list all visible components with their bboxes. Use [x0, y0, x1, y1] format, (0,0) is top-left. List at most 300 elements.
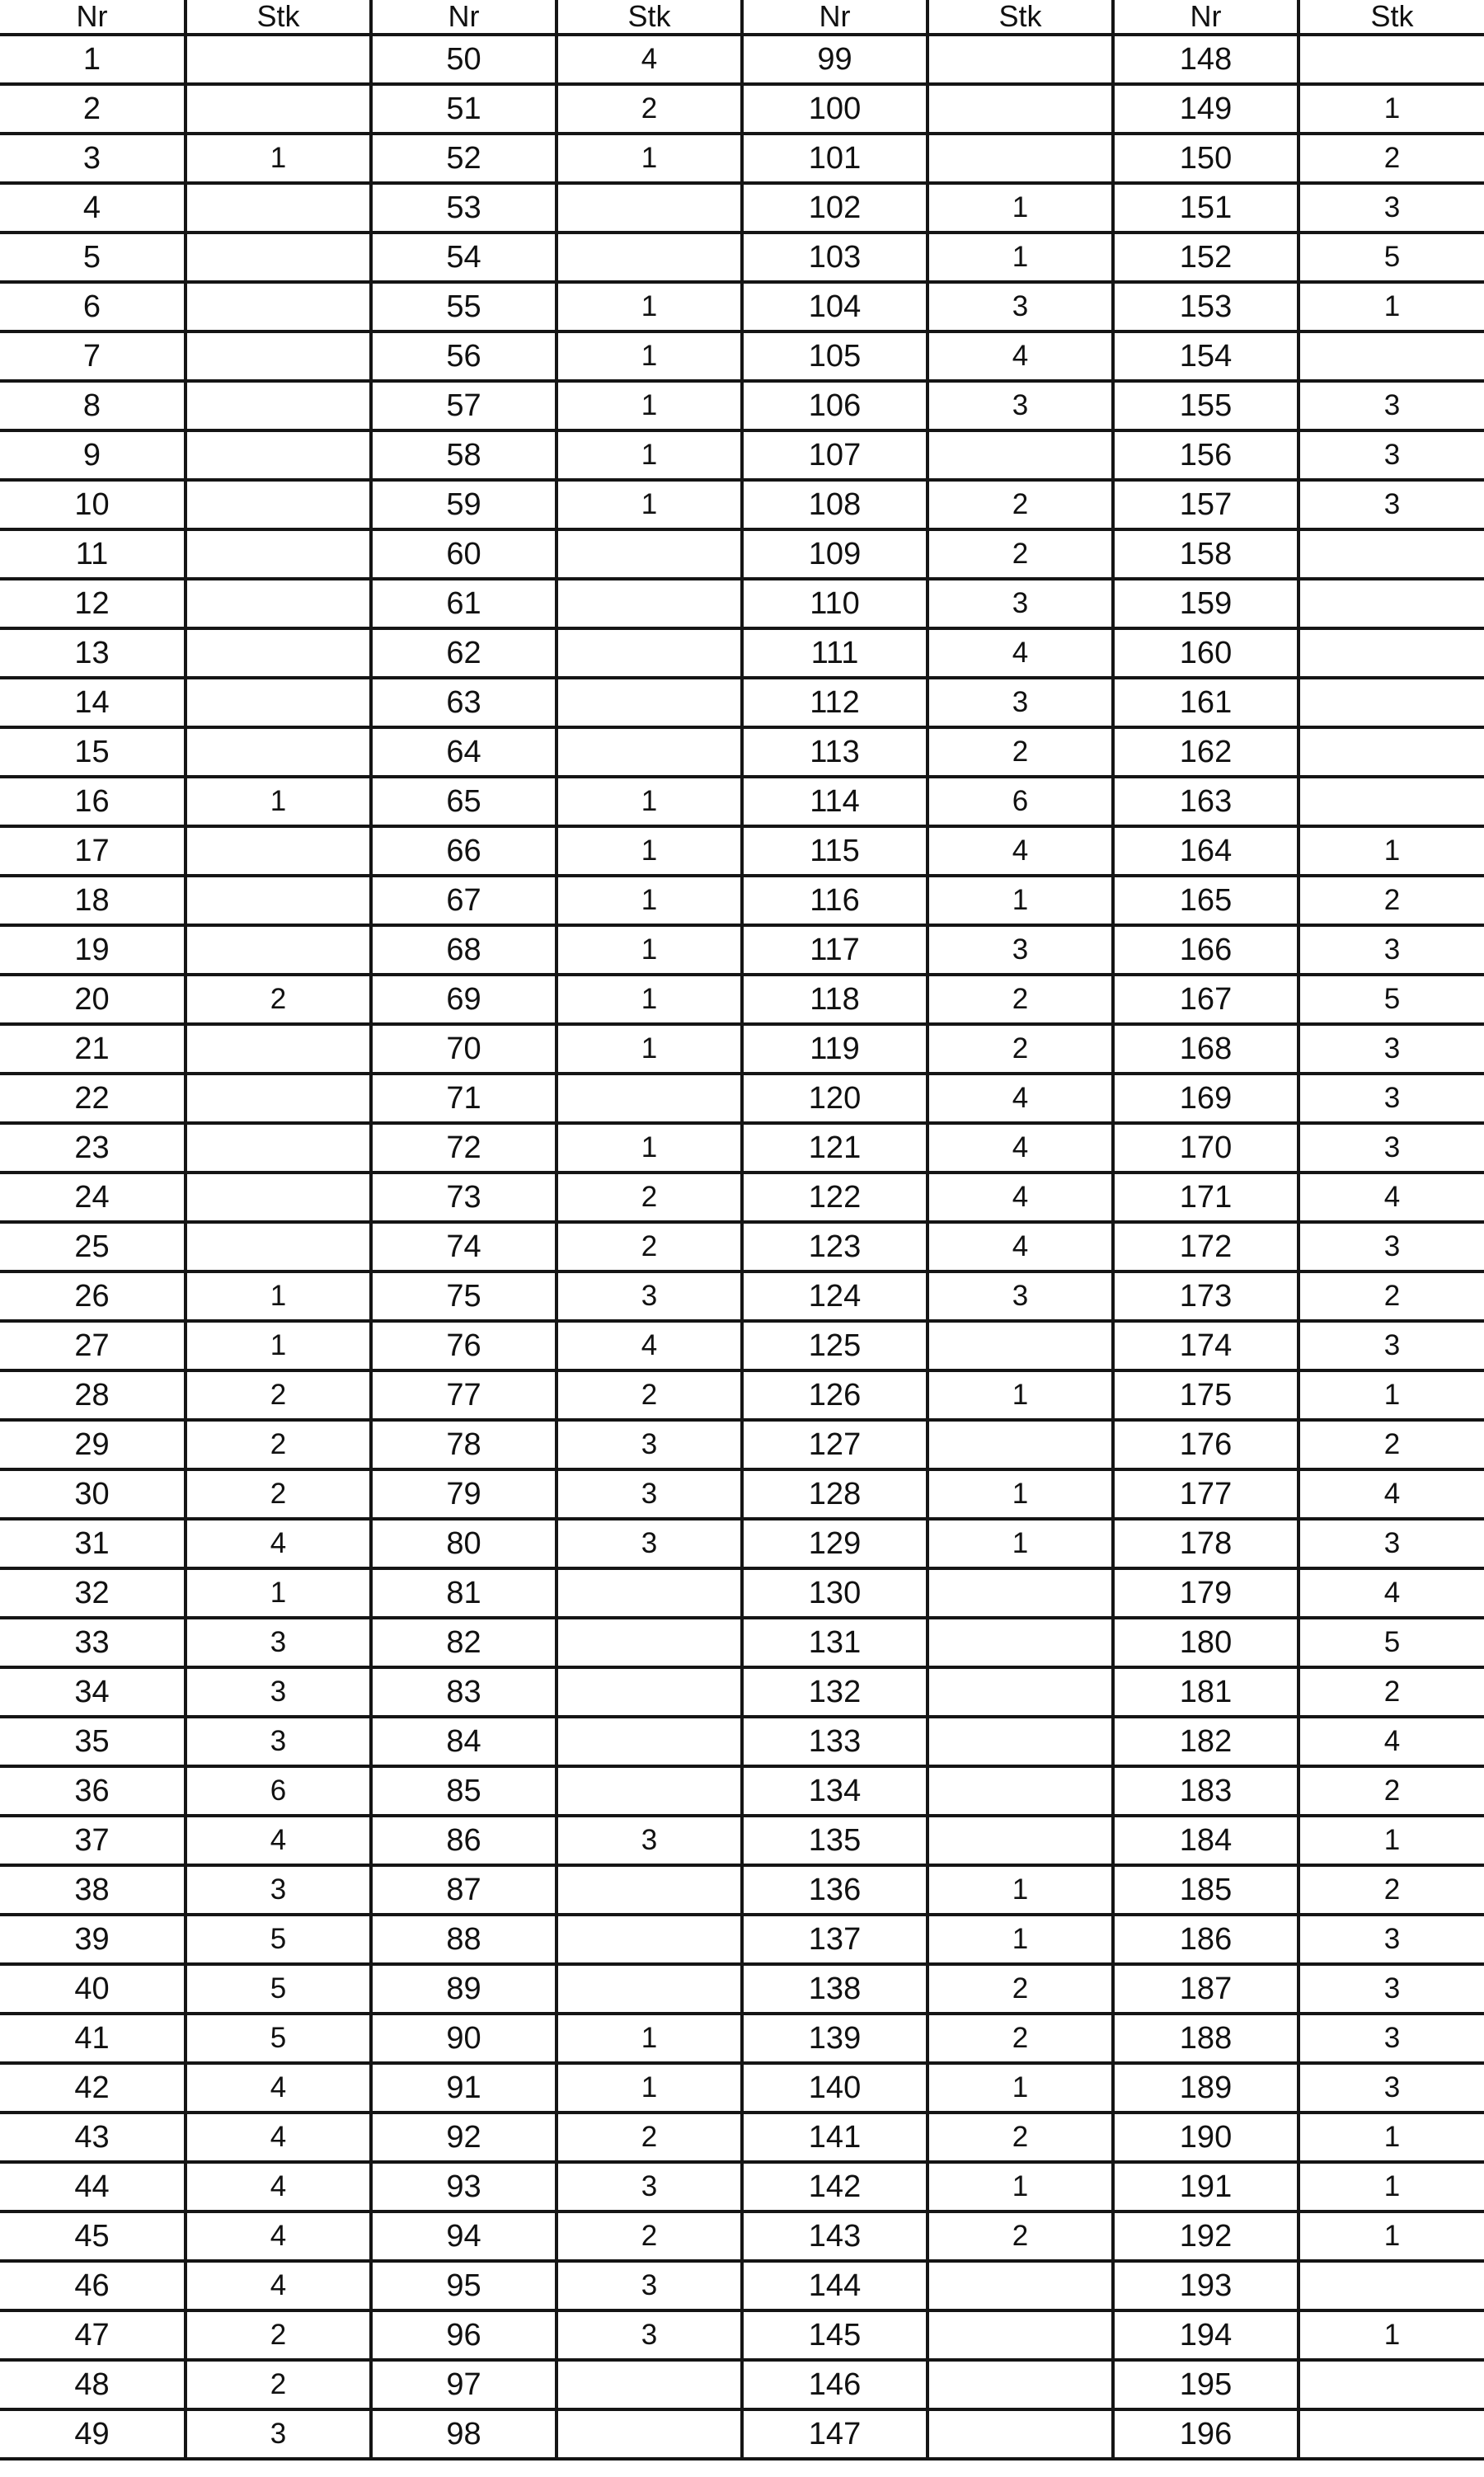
stk-cell: 3 — [186, 1618, 371, 1667]
nr-cell: 116 — [742, 876, 928, 925]
nr-cell: 126 — [742, 1370, 928, 1420]
nr-cell: 73 — [371, 1173, 556, 1222]
nr-cell: 150 — [1113, 134, 1298, 183]
table-row — [0, 678, 1484, 727]
stk-cell — [1298, 2261, 1484, 2310]
nr-cell: 169 — [1113, 1074, 1298, 1123]
nr-cell: 142 — [742, 2162, 928, 2211]
stk-cell — [928, 1420, 1113, 1469]
stk-cell: 2 — [556, 84, 742, 134]
nr-cell: 110 — [742, 579, 928, 628]
stk-cell: 3 — [928, 678, 1113, 727]
stk-cell: 3 — [1298, 1222, 1484, 1271]
stk-cell — [928, 430, 1113, 480]
nr-cell: 3 — [0, 134, 186, 183]
nr-cell: 114 — [742, 777, 928, 826]
stk-header: Stk — [556, 0, 742, 35]
stk-cell: 3 — [1298, 1915, 1484, 1964]
nr-cell: 16 — [0, 777, 186, 826]
nr-cell: 125 — [742, 1321, 928, 1370]
nr-cell: 93 — [371, 2162, 556, 2211]
stk-cell — [1298, 331, 1484, 381]
nr-cell: 53 — [371, 183, 556, 233]
stk-cell: 2 — [928, 2211, 1113, 2261]
nr-cell: 37 — [0, 1816, 186, 1865]
nr-cell: 23 — [0, 1123, 186, 1173]
nr-cell: 180 — [1113, 1618, 1298, 1667]
table-row — [0, 1370, 1484, 1420]
table-row — [0, 183, 1484, 233]
stk-cell: 2 — [928, 529, 1113, 579]
stk-cell: 4 — [1298, 1717, 1484, 1766]
stk-cell: 3 — [1298, 1074, 1484, 1123]
nr-cell: 179 — [1113, 1568, 1298, 1618]
nr-cell: 29 — [0, 1420, 186, 1469]
stk-cell: 4 — [928, 1123, 1113, 1173]
stk-cell: 2 — [1298, 134, 1484, 183]
stk-cell — [186, 1222, 371, 1271]
nr-cell: 55 — [371, 282, 556, 331]
stk-cell — [928, 1717, 1113, 1766]
table-row — [0, 2113, 1484, 2162]
stk-cell — [186, 876, 371, 925]
table-row — [0, 331, 1484, 381]
stk-cell — [186, 1024, 371, 1074]
table-row — [0, 1173, 1484, 1222]
nr-cell: 54 — [371, 233, 556, 282]
table-row — [0, 876, 1484, 925]
nr-cell: 11 — [0, 529, 186, 579]
stk-cell: 3 — [186, 2409, 371, 2459]
nr-cell: 71 — [371, 1074, 556, 1123]
nr-cell: 6 — [0, 282, 186, 331]
stk-cell: 1 — [1298, 2162, 1484, 2211]
stk-cell — [556, 1074, 742, 1123]
stk-cell — [928, 1667, 1113, 1717]
table-row — [0, 1123, 1484, 1173]
stk-cell: 5 — [186, 1964, 371, 2014]
nr-cell: 7 — [0, 331, 186, 381]
nr-cell: 115 — [742, 826, 928, 876]
nr-cell: 58 — [371, 430, 556, 480]
table-row — [0, 1271, 1484, 1321]
stk-cell: 2 — [556, 2113, 742, 2162]
nr-cell: 184 — [1113, 1816, 1298, 1865]
table-row — [0, 2310, 1484, 2360]
nr-cell: 148 — [1113, 35, 1298, 84]
nr-cell: 26 — [0, 1271, 186, 1321]
stk-cell: 1 — [928, 2063, 1113, 2113]
stk-cell: 4 — [186, 2113, 371, 2162]
table-row — [0, 975, 1484, 1024]
stk-cell: 2 — [928, 2014, 1113, 2063]
nr-cell: 152 — [1113, 233, 1298, 282]
stk-cell — [556, 1915, 742, 1964]
stk-cell: 1 — [556, 1123, 742, 1173]
stk-cell — [186, 1173, 371, 1222]
stk-cell: 3 — [556, 1519, 742, 1568]
stk-cell: 5 — [1298, 1618, 1484, 1667]
nr-cell: 80 — [371, 1519, 556, 1568]
nr-cell: 156 — [1113, 430, 1298, 480]
nr-cell: 157 — [1113, 480, 1298, 529]
table-row — [0, 529, 1484, 579]
stk-cell — [186, 529, 371, 579]
nr-cell: 164 — [1113, 826, 1298, 876]
stk-cell — [556, 1766, 742, 1816]
nr-cell: 173 — [1113, 1271, 1298, 1321]
table-row — [0, 84, 1484, 134]
nr-cell: 186 — [1113, 1915, 1298, 1964]
nr-cell: 57 — [371, 381, 556, 430]
stk-cell: 6 — [186, 1766, 371, 1816]
table-row — [0, 282, 1484, 331]
nr-cell: 12 — [0, 579, 186, 628]
stk-cell: 3 — [186, 1717, 371, 1766]
nr-cell: 75 — [371, 1271, 556, 1321]
header-row — [0, 0, 1484, 35]
stk-cell — [928, 35, 1113, 84]
stk-cell: 3 — [556, 2162, 742, 2211]
nr-cell: 112 — [742, 678, 928, 727]
stk-cell: 1 — [1298, 282, 1484, 331]
stk-cell: 5 — [186, 1915, 371, 1964]
nr-cell: 1 — [0, 35, 186, 84]
stk-cell — [186, 678, 371, 727]
nr-cell: 121 — [742, 1123, 928, 1173]
stk-cell — [1298, 579, 1484, 628]
nr-cell: 63 — [371, 678, 556, 727]
table-row — [0, 2063, 1484, 2113]
stk-cell: 1 — [186, 134, 371, 183]
nr-cell: 163 — [1113, 777, 1298, 826]
stk-cell: 1 — [1298, 826, 1484, 876]
table-row — [0, 1915, 1484, 1964]
table-row — [0, 1519, 1484, 1568]
stk-cell — [186, 84, 371, 134]
stk-cell — [556, 1717, 742, 1766]
stk-cell — [1298, 35, 1484, 84]
nr-cell: 154 — [1113, 331, 1298, 381]
nr-cell: 171 — [1113, 1173, 1298, 1222]
nr-cell: 160 — [1113, 628, 1298, 678]
stk-cell — [556, 1568, 742, 1618]
nr-cell: 14 — [0, 678, 186, 727]
stk-cell — [186, 35, 371, 84]
nr-cell: 193 — [1113, 2261, 1298, 2310]
nr-cell: 65 — [371, 777, 556, 826]
table-row — [0, 2409, 1484, 2459]
table-row — [0, 1222, 1484, 1271]
stk-cell — [186, 381, 371, 430]
stk-cell: 1 — [556, 1024, 742, 1074]
nr-cell: 13 — [0, 628, 186, 678]
stk-cell: 3 — [556, 1271, 742, 1321]
nr-cell: 48 — [0, 2360, 186, 2409]
nr-cell: 165 — [1113, 876, 1298, 925]
nr-cell: 83 — [371, 1667, 556, 1717]
stk-cell: 3 — [556, 1420, 742, 1469]
nr-cell: 68 — [371, 925, 556, 975]
stk-cell: 3 — [556, 1469, 742, 1519]
nr-cell: 140 — [742, 2063, 928, 2113]
nr-cell: 99 — [742, 35, 928, 84]
stk-cell: 2 — [186, 1469, 371, 1519]
nr-cell: 144 — [742, 2261, 928, 2310]
stk-cell: 3 — [1298, 381, 1484, 430]
nr-cell: 33 — [0, 1618, 186, 1667]
nr-cell: 50 — [371, 35, 556, 84]
stk-cell: 4 — [928, 1173, 1113, 1222]
stk-cell: 1 — [928, 233, 1113, 282]
stk-cell: 1 — [556, 282, 742, 331]
stk-cell: 1 — [556, 975, 742, 1024]
nr-cell: 35 — [0, 1717, 186, 1766]
nr-cell: 44 — [0, 2162, 186, 2211]
nr-cell: 90 — [371, 2014, 556, 2063]
stk-cell: 1 — [556, 480, 742, 529]
table-row — [0, 2261, 1484, 2310]
stk-cell: 1 — [186, 1271, 371, 1321]
nr-cell: 72 — [371, 1123, 556, 1173]
stk-cell: 1 — [928, 1915, 1113, 1964]
nr-cell: 131 — [742, 1618, 928, 1667]
stk-cell — [186, 579, 371, 628]
table-row — [0, 1865, 1484, 1915]
table-body — [0, 35, 1484, 2459]
table-row — [0, 777, 1484, 826]
nr-cell: 64 — [371, 727, 556, 777]
nr-cell: 177 — [1113, 1469, 1298, 1519]
nr-cell: 9 — [0, 430, 186, 480]
nr-cell: 105 — [742, 331, 928, 381]
nr-cell: 25 — [0, 1222, 186, 1271]
nr-cell: 123 — [742, 1222, 928, 1271]
stk-cell: 3 — [928, 925, 1113, 975]
stk-cell: 4 — [928, 628, 1113, 678]
table-row — [0, 233, 1484, 282]
stk-cell: 1 — [1298, 2310, 1484, 2360]
nr-cell: 145 — [742, 2310, 928, 2360]
stk-cell: 3 — [1298, 2063, 1484, 2113]
stk-cell: 5 — [186, 2014, 371, 2063]
stk-header: Stk — [186, 0, 371, 35]
stk-cell: 2 — [556, 1173, 742, 1222]
stk-cell: 2 — [1298, 1420, 1484, 1469]
nr-cell: 85 — [371, 1766, 556, 1816]
nr-cell: 97 — [371, 2360, 556, 2409]
nr-cell: 109 — [742, 529, 928, 579]
stk-cell — [186, 628, 371, 678]
stk-cell: 1 — [556, 134, 742, 183]
nr-cell: 170 — [1113, 1123, 1298, 1173]
nr-cell: 70 — [371, 1024, 556, 1074]
nr-cell: 51 — [371, 84, 556, 134]
nr-cell: 167 — [1113, 975, 1298, 1024]
nr-cell: 89 — [371, 1964, 556, 2014]
stk-cell — [556, 579, 742, 628]
stk-cell: 4 — [928, 826, 1113, 876]
stk-cell — [556, 1618, 742, 1667]
stk-cell: 1 — [928, 876, 1113, 925]
stk-cell: 3 — [1298, 183, 1484, 233]
stk-cell — [928, 1568, 1113, 1618]
nr-cell: 103 — [742, 233, 928, 282]
stk-cell — [186, 282, 371, 331]
stk-cell: 3 — [928, 1271, 1113, 1321]
nr-cell: 78 — [371, 1420, 556, 1469]
nr-cell: 111 — [742, 628, 928, 678]
nr-cell: 106 — [742, 381, 928, 430]
nr-cell: 102 — [742, 183, 928, 233]
stk-cell: 2 — [556, 2211, 742, 2261]
stk-cell: 2 — [186, 2310, 371, 2360]
nr-cell: 113 — [742, 727, 928, 777]
nr-cell: 8 — [0, 381, 186, 430]
nr-cell: 56 — [371, 331, 556, 381]
nr-cell: 172 — [1113, 1222, 1298, 1271]
nr-cell: 101 — [742, 134, 928, 183]
stk-cell: 2 — [556, 1222, 742, 1271]
stk-cell: 3 — [1298, 925, 1484, 975]
stk-cell: 1 — [556, 430, 742, 480]
nr-cell: 82 — [371, 1618, 556, 1667]
nr-cell: 98 — [371, 2409, 556, 2459]
stk-cell — [186, 925, 371, 975]
nr-cell: 19 — [0, 925, 186, 975]
stk-cell — [186, 1074, 371, 1123]
nr-cell: 196 — [1113, 2409, 1298, 2459]
stk-cell — [186, 183, 371, 233]
stk-cell: 1 — [928, 2162, 1113, 2211]
stk-cell: 4 — [186, 2162, 371, 2211]
nr-cell: 146 — [742, 2360, 928, 2409]
stk-cell: 1 — [556, 876, 742, 925]
stk-cell: 2 — [186, 1420, 371, 1469]
stk-cell: 3 — [928, 381, 1113, 430]
nr-cell: 95 — [371, 2261, 556, 2310]
stk-cell: 2 — [928, 1024, 1113, 1074]
table-row — [0, 1667, 1484, 1717]
nr-cell: 2 — [0, 84, 186, 134]
nr-cell: 30 — [0, 1469, 186, 1519]
nr-cell: 46 — [0, 2261, 186, 2310]
stk-cell — [556, 1865, 742, 1915]
nr-cell: 45 — [0, 2211, 186, 2261]
nr-cell: 190 — [1113, 2113, 1298, 2162]
nr-cell: 22 — [0, 1074, 186, 1123]
stk-cell — [928, 2409, 1113, 2459]
nr-cell: 122 — [742, 1173, 928, 1222]
table-row — [0, 1766, 1484, 1816]
stk-cell: 5 — [1298, 975, 1484, 1024]
nr-header: Nr — [0, 0, 186, 35]
nr-cell: 15 — [0, 727, 186, 777]
stk-cell: 1 — [556, 2014, 742, 2063]
table-row — [0, 2162, 1484, 2211]
stk-cell — [556, 233, 742, 282]
nr-cell: 107 — [742, 430, 928, 480]
nr-cell: 36 — [0, 1766, 186, 1816]
table-row — [0, 1816, 1484, 1865]
stk-cell: 3 — [1298, 430, 1484, 480]
stk-cell: 1 — [556, 925, 742, 975]
stk-cell: 2 — [1298, 1865, 1484, 1915]
stk-cell: 4 — [928, 1074, 1113, 1123]
stk-cell — [556, 1964, 742, 2014]
nr-cell: 4 — [0, 183, 186, 233]
stk-cell — [556, 183, 742, 233]
nr-header: Nr — [742, 0, 928, 35]
stk-cell: 1 — [1298, 1816, 1484, 1865]
stk-cell: 1 — [1298, 84, 1484, 134]
stk-cell: 4 — [556, 1321, 742, 1370]
stk-cell: 3 — [1298, 1321, 1484, 1370]
stk-cell: 4 — [928, 331, 1113, 381]
nr-cell: 119 — [742, 1024, 928, 1074]
stk-cell: 3 — [1298, 480, 1484, 529]
stk-cell: 4 — [186, 1519, 371, 1568]
stk-cell — [556, 678, 742, 727]
nr-header: Nr — [371, 0, 556, 35]
stk-cell: 2 — [186, 2360, 371, 2409]
stk-cell — [1298, 2360, 1484, 2409]
nr-cell: 143 — [742, 2211, 928, 2261]
stk-cell — [556, 2409, 742, 2459]
nr-cell: 155 — [1113, 381, 1298, 430]
stk-cell: 4 — [186, 2063, 371, 2113]
stk-cell — [1298, 628, 1484, 678]
nr-cell: 117 — [742, 925, 928, 975]
stk-cell — [556, 727, 742, 777]
nr-cell: 136 — [742, 1865, 928, 1915]
stk-cell: 2 — [928, 1964, 1113, 2014]
nr-cell: 92 — [371, 2113, 556, 2162]
nr-cell: 79 — [371, 1469, 556, 1519]
table-row — [0, 2014, 1484, 2063]
nr-cell: 42 — [0, 2063, 186, 2113]
nr-cell: 84 — [371, 1717, 556, 1766]
nr-cell: 62 — [371, 628, 556, 678]
nr-cell: 88 — [371, 1915, 556, 1964]
nr-cell: 128 — [742, 1469, 928, 1519]
stk-cell: 1 — [556, 826, 742, 876]
stk-cell — [1298, 529, 1484, 579]
stk-cell: 2 — [928, 480, 1113, 529]
table-row — [0, 1964, 1484, 2014]
stk-cell: 1 — [1298, 2211, 1484, 2261]
nr-cell: 135 — [742, 1816, 928, 1865]
table-row — [0, 1568, 1484, 1618]
stk-cell: 3 — [1298, 2014, 1484, 2063]
nr-cell: 178 — [1113, 1519, 1298, 1568]
nr-cell: 69 — [371, 975, 556, 1024]
stk-cell — [928, 2360, 1113, 2409]
nr-cell: 139 — [742, 2014, 928, 2063]
nr-cell: 147 — [742, 2409, 928, 2459]
nr-cell: 137 — [742, 1915, 928, 1964]
nr-cell: 66 — [371, 826, 556, 876]
nr-cell: 187 — [1113, 1964, 1298, 2014]
stk-cell: 4 — [1298, 1568, 1484, 1618]
nr-cell: 149 — [1113, 84, 1298, 134]
stk-cell: 3 — [1298, 1123, 1484, 1173]
stk-cell — [928, 1766, 1113, 1816]
nr-cell: 24 — [0, 1173, 186, 1222]
nr-cell: 47 — [0, 2310, 186, 2360]
nr-cell: 91 — [371, 2063, 556, 2113]
table-row — [0, 480, 1484, 529]
